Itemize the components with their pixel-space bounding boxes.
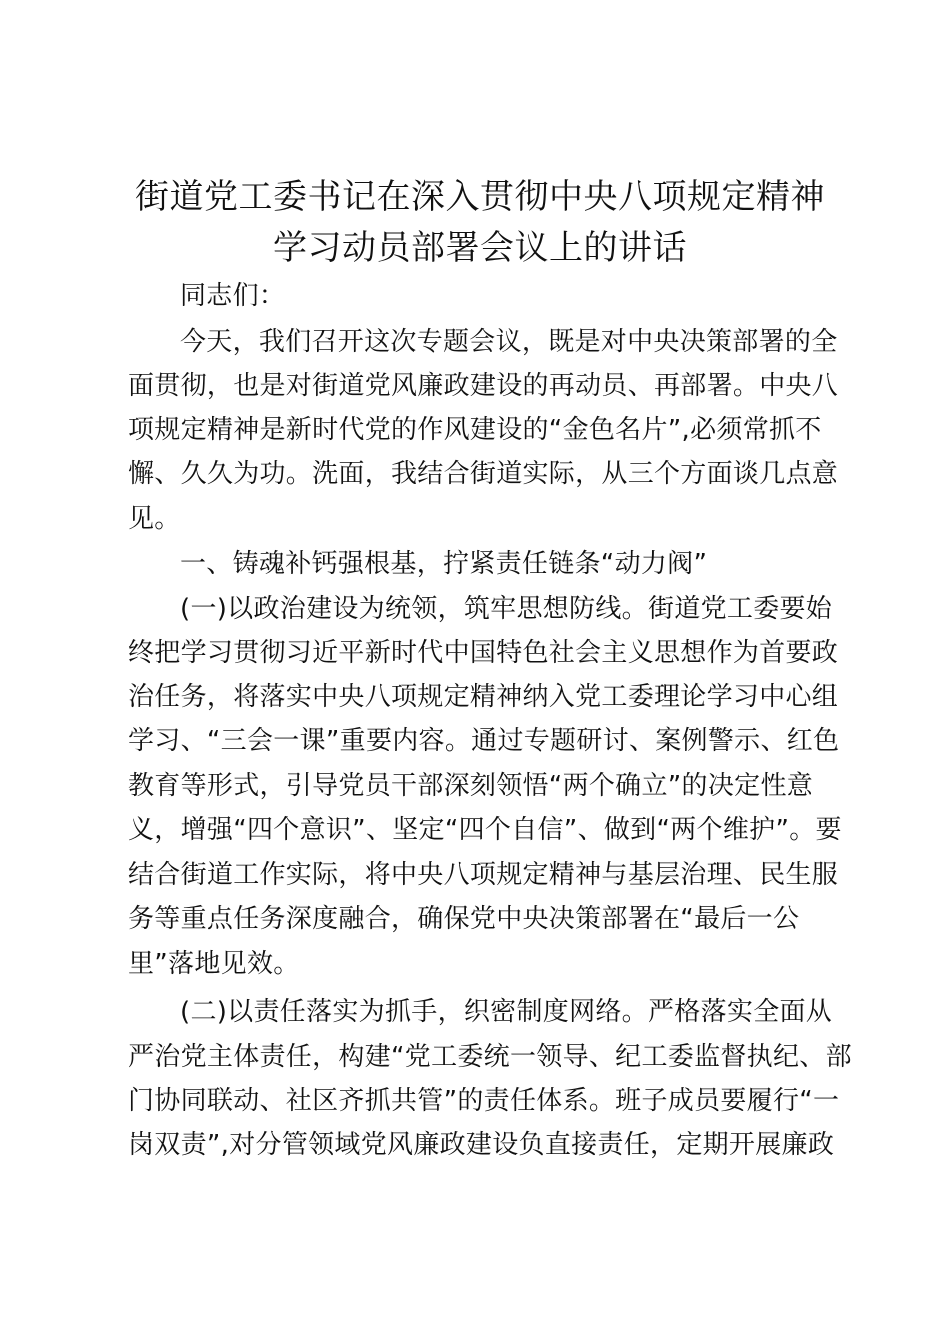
paragraph-line: 结合街道工作实际，将中央八项规定精神与基层治理、民生服 [128, 860, 839, 890]
paragraph-line: 懈、久久为功。洗面，我结合街道实际，从三个方面谈几点意 [128, 459, 839, 489]
greeting: 同志们： [180, 281, 286, 311]
paragraph-line: 严治党主体责任，构建“党工委统一领导、纪工委监督执纪、部 [128, 1042, 852, 1072]
document-title-line-2: 学习动员部署会议上的讲话 [273, 228, 687, 268]
paragraph-line: 务等重点任务深度融合，确保党中央决策部署在“最后一公 [128, 904, 800, 934]
paragraph-line: 义，增强“四个意识”、坚定“四个自信”、做到“两个维护”。要 [128, 815, 842, 845]
paragraph-line: 面贯彻，也是对街道党风廉政建设的再动员、再部署。中央八 [128, 371, 839, 401]
paragraph-line: 学习、“三会一课”重要内容。通过专题研讨、案例警示、红色 [128, 726, 840, 756]
paragraph-line: 见。 [128, 504, 181, 534]
paragraph-line: 终把学习贯彻习近平新时代中国特色社会主义思想作为首要政 [128, 638, 839, 668]
document-title-line-1: 街道党工委书记在深入贯彻中央八项规定精神 [135, 177, 825, 217]
paragraph-line: 治任务，将落实中央八项规定精神纳入党工委理论学习中心组 [128, 682, 839, 712]
paragraph-line: 今天，我们召开这次专题会议，既是对中央决策部署的全 [180, 327, 838, 357]
paragraph-line: (一)以政治建设为统领，筑牢思想防线。街道党工委要始 [180, 594, 833, 624]
paragraph-line: 教育等形式，引导党员干部深刻领悟“两个确立”的决定性意 [128, 771, 814, 801]
paragraph-line: 里”落地见效。 [128, 949, 300, 979]
paragraph-line: (二)以责任落实为抓手，织密制度网络。严格落实全面从 [180, 997, 833, 1027]
paragraph-line: 岗双责”,对分管领域党风廉政建设负直接责任，定期开展廉政 [128, 1130, 835, 1160]
paragraph-line: 项规定精神是新时代党的作风建设的“金色名片”,必须常抓不 [128, 415, 822, 445]
paragraph-line: 门协同联动、社区齐抓共管”的责任体系。班子成员要履行“一 [128, 1086, 840, 1116]
section-heading: 一、铸魂补钙强根基，拧紧责任链条“动力阀” [180, 549, 708, 579]
